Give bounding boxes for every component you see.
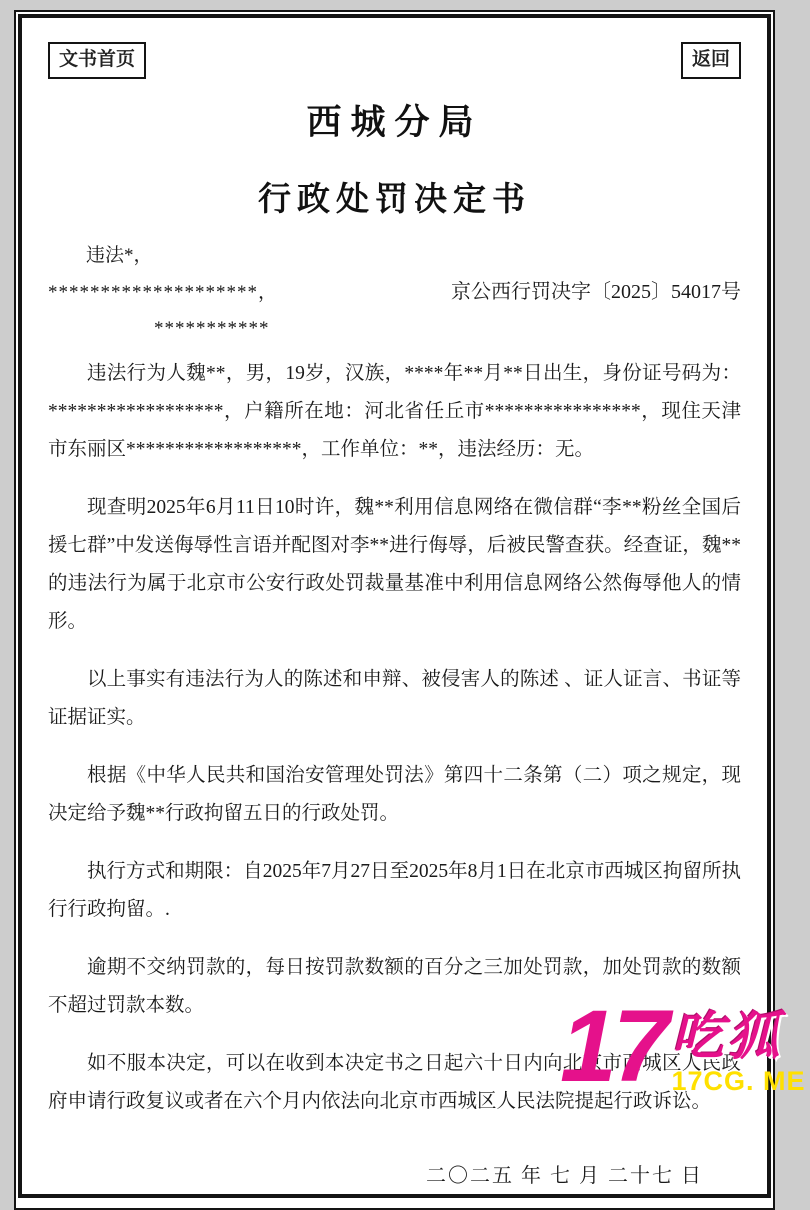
doc-home-button[interactable]: 文书首页 xyxy=(48,42,146,79)
document-page xyxy=(14,10,775,1210)
masked-line-3: *********** xyxy=(154,317,270,339)
watermark-url-text: 17CG. ME xyxy=(671,1066,806,1096)
toolbar xyxy=(48,18,741,79)
doc-number-row xyxy=(48,274,741,311)
paragraph-execution: 执行方式和期限：自2025年7月27日至2025年8月1日在北京市西城区拘留所执行行政拘留。. xyxy=(48,860,741,920)
document-body xyxy=(48,355,741,1121)
document-page-inner xyxy=(18,14,771,1198)
paragraph-facts: 现查明2025年6月11日10时许，魏**利用信息网络在微信群“李**粉丝全国后援七群”中发送侮辱性言语并配图对李**进行侮辱，后被民警查获。经查证，魏**的违法行为属于北京市公安行政处罚裁量基准中利用信息网络公然侮辱他人的情形。 xyxy=(48,496,741,632)
back-button[interactable]: 返回 xyxy=(681,42,741,79)
watermark-17-text: 17 xyxy=(560,989,666,1103)
paragraph-legal-basis: 根据《中华人民共和国治安管理处罚法》第四十二条第（二）项之规定，现决定给予魏**行政拘留五日的行政处罚。 xyxy=(48,764,741,824)
paragraph-overdue-fine: 逾期不交纳罚款的，每日按罚款数额的百分之三加处罚款，加处罚款的数额不超过罚款本数。 xyxy=(48,956,741,1016)
document-number: 京公西行罚决字〔2025〕54017号 xyxy=(451,280,741,303)
masked-line-2: ********************， xyxy=(48,281,279,303)
agency-title: 西城分局 xyxy=(306,102,483,142)
document-header-block xyxy=(48,238,741,347)
document-title: 行政处罚决定书 xyxy=(258,181,531,218)
masked-line-1: 违法*， xyxy=(86,244,153,266)
paragraph-evidence: 以上事实有违法行为人的陈述和申辩、被侵害人的陈述 、证人证言、书证等证据证实。 xyxy=(48,668,741,728)
watermark-brand-text: 吃狐 xyxy=(671,1008,784,1066)
issue-date: 二〇二五 年 七 月 二十七 日 xyxy=(426,1164,703,1187)
paragraph-appeal-rights: 如不服本决定，可以在收到本决定书之日起六十日内向北京市西城区人民政府申请行政复议或者在六个月内依法向北京市西城区人民法院提起行政诉讼。 xyxy=(48,1052,741,1112)
paragraph-subject-info: 违法行为人魏**，男，19岁，汉族，****年**月**日出生，身份证号码为：******************，户籍所在地：河北省任丘市****************，现住天津市东丽区******************，工作单位：**，违法经历：无。 xyxy=(48,362,741,460)
